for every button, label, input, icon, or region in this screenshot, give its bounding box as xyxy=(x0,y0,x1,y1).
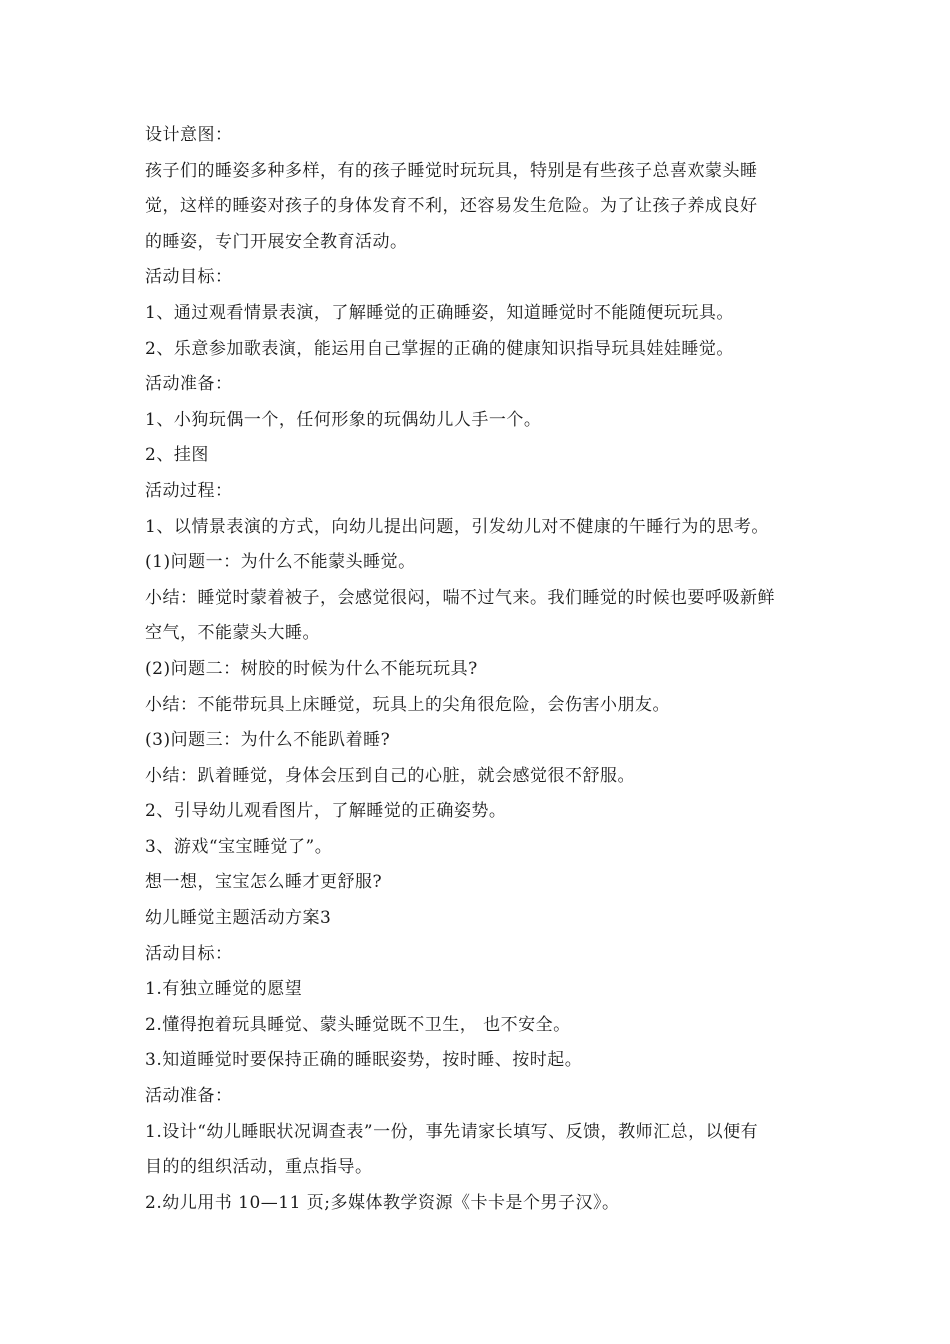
list-item: 1、以情景表演的方式，向幼儿提出问题，引发幼儿对不健康的午睡行为的思考。 xyxy=(145,516,769,537)
summary-line: 小结：不能带玩具上床睡觉，玩具上的尖角很危险，会伤害小朋友。 xyxy=(145,694,670,715)
heading-design-intent: 设计意图： xyxy=(145,125,233,145)
list-item: 2、引导幼儿观看图片，了解睡觉的正确姿势。 xyxy=(145,801,507,822)
document-body xyxy=(145,118,810,1221)
list-item: 2、乐意参加歌表演，能运用自己掌握的正确的健康知识指导玩具娃娃睡觉。 xyxy=(145,338,734,359)
question-item: (1)问题一：为什么不能蒙头睡觉。 xyxy=(145,552,416,573)
list-item: 2、挂图 xyxy=(145,445,209,466)
list-item: 1.设计“幼儿睡眠状况调查表”一份，事先请家长填写、反馈，教师汇总，以便有 xyxy=(145,1121,759,1142)
list-item: 目的的组织活动，重点指导。 xyxy=(145,1157,373,1178)
paragraph-line: 想一想，宝宝怎么睡才更舒服? xyxy=(145,872,383,893)
question-item: (2)问题二：树胶的时候为什么不能玩玩具? xyxy=(145,658,478,679)
summary-line: 空气，不能蒙头大睡。 xyxy=(145,623,320,644)
list-item: 1.有独立睡觉的愿望 xyxy=(145,979,303,1000)
summary-line: 小结：趴着睡觉，身体会压到自己的心脏，就会感觉很不舒服。 xyxy=(145,765,635,786)
heading-activity-goals: 活动目标： xyxy=(145,267,233,288)
list-item: 3.知道睡觉时要保持正确的睡眠姿势，按时睡、按时起。 xyxy=(145,1050,583,1071)
heading-activity-prep: 活动准备： xyxy=(145,1086,233,1107)
list-item: 2.懂得抱着玩具睡觉、蒙头睡觉既不卫生， 也不安全。 xyxy=(145,1014,571,1035)
heading-activity-goals: 活动目标： xyxy=(145,943,233,964)
section-title: 幼儿睡觉主题活动方案3 xyxy=(145,908,332,929)
question-item: (3)问题三：为什么不能趴着睡? xyxy=(145,730,391,751)
heading-activity-prep: 活动准备： xyxy=(145,374,233,395)
list-item: 3、游戏“宝宝睡觉了”。 xyxy=(145,836,333,857)
list-item: 2.幼儿用书 10—11 页;多媒体教学资源《卡卡是个男子汉》。 xyxy=(145,1192,620,1213)
paragraph-line: 孩子们的睡姿多种多样，有的孩子睡觉时玩玩具，特别是有些孩子总喜欢蒙头睡 xyxy=(145,160,758,181)
paragraph-line: 觉，这样的睡姿对孩子的身体发育不利，还容易发生危险。为了让孩子养成良好 xyxy=(145,196,758,217)
summary-line: 小结：睡觉时蒙着被子，会感觉很闷，喘不过气来。我们睡觉的时候也要呼吸新鲜 xyxy=(145,587,775,608)
heading-activity-process: 活动过程： xyxy=(145,480,233,501)
list-item: 1、小狗玩偶一个，任何形象的玩偶幼儿人手一个。 xyxy=(145,409,542,430)
paragraph-line: 的睡姿，专门开展安全教育活动。 xyxy=(145,231,408,252)
list-item: 1、通过观看情景表演，了解睡觉的正确睡姿，知道睡觉时不能随便玩玩具。 xyxy=(145,302,734,323)
